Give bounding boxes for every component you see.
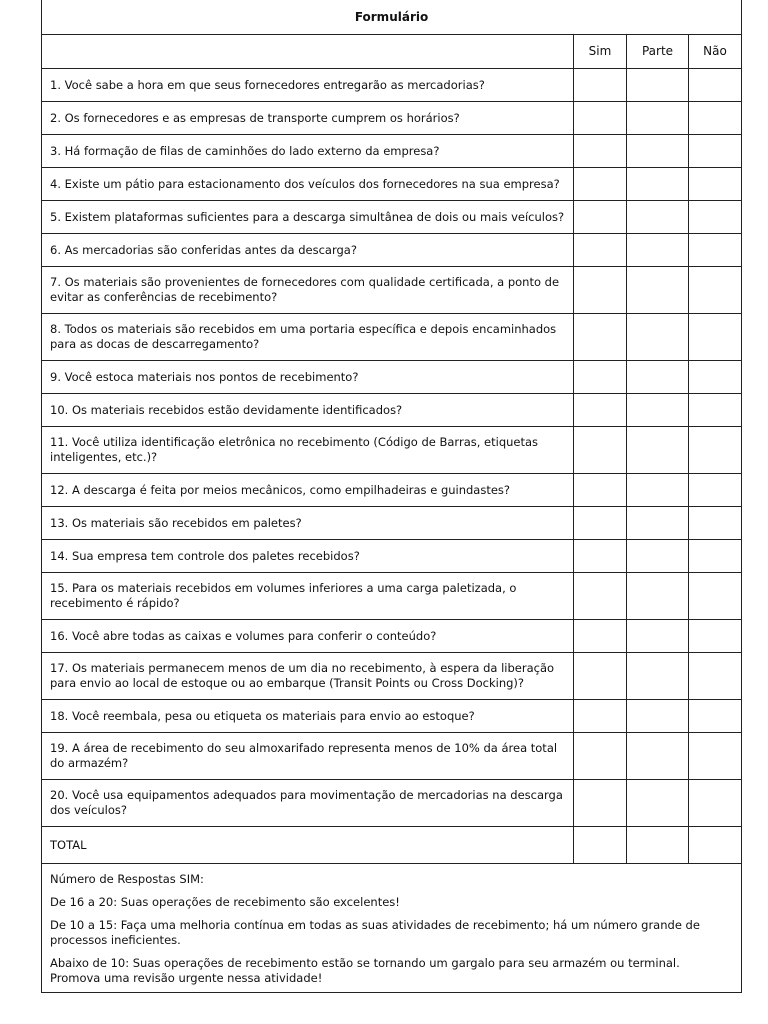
answer-nao-cell[interactable] [689, 69, 742, 102]
answer-parte-cell[interactable] [627, 573, 689, 620]
answer-nao-cell[interactable] [689, 394, 742, 427]
answer-sim-cell[interactable] [574, 267, 627, 314]
question-row [42, 474, 742, 507]
answer-nao-cell[interactable] [689, 700, 742, 733]
column-header-nao: Não [689, 35, 742, 69]
answer-nao-cell[interactable] [689, 474, 742, 507]
question-row [42, 394, 742, 427]
answer-nao-cell[interactable] [689, 540, 742, 573]
answer-nao-cell[interactable] [689, 653, 742, 700]
total-row [42, 827, 742, 864]
question-text: 3. Há formação de filas de caminhões do lado externo da empresa? [42, 135, 574, 168]
scoring-line-excellent: De 16 a 20: Suas operações de recebimento são excelentes! [50, 895, 400, 909]
scoring-heading: Número de Respostas SIM: [50, 872, 204, 886]
answer-sim-cell[interactable] [574, 540, 627, 573]
answer-sim-cell[interactable] [574, 168, 627, 201]
answer-nao-cell[interactable] [689, 168, 742, 201]
question-row [42, 507, 742, 540]
form-title: Formulário [42, 0, 742, 35]
question-row [42, 573, 742, 620]
question-row [42, 620, 742, 653]
answer-parte-cell[interactable] [627, 234, 689, 267]
column-header-parte: Parte [627, 35, 689, 69]
answer-parte-cell[interactable] [627, 394, 689, 427]
answer-sim-cell[interactable] [574, 427, 627, 474]
answer-parte-cell[interactable] [627, 700, 689, 733]
question-text: 8. Todos os materiais são recebidos em uma portaria específica e depois encaminhados para as docas de descarregamento? [42, 314, 574, 361]
answer-sim-cell[interactable] [574, 361, 627, 394]
question-text: 7. Os materiais são provenientes de fornecedores com qualidade certificada, a ponto de evitar as conferências de recebimento? [42, 267, 574, 314]
answer-nao-cell[interactable] [689, 620, 742, 653]
question-text: 15. Para os materiais recebidos em volumes inferiores a uma carga paletizada, o recebimento é rápido? [42, 573, 574, 620]
answer-sim-cell[interactable] [574, 394, 627, 427]
answer-parte-cell[interactable] [627, 653, 689, 700]
answer-nao-cell[interactable] [689, 573, 742, 620]
question-text: 9. Você estoca materiais nos pontos de recebimento? [42, 361, 574, 394]
answer-sim-cell[interactable] [574, 780, 627, 827]
answer-sim-cell[interactable] [574, 653, 627, 700]
question-text: 19. A área de recebimento do seu almoxarifado representa menos de 10% da área total do armazém? [42, 733, 574, 780]
answer-parte-cell[interactable] [627, 168, 689, 201]
question-row [42, 653, 742, 700]
question-row [42, 267, 742, 314]
answer-parte-cell[interactable] [627, 267, 689, 314]
question-row [42, 540, 742, 573]
question-text: 1. Você sabe a hora em que seus fornecedores entregarão as mercadorias? [42, 69, 574, 102]
answer-nao-cell[interactable] [689, 780, 742, 827]
answer-parte-cell[interactable] [627, 780, 689, 827]
question-row [42, 135, 742, 168]
question-row [42, 102, 742, 135]
answer-sim-cell[interactable] [574, 234, 627, 267]
scoring-guide [42, 864, 742, 993]
question-text: 13. Os materiais são recebidos em paletes? [42, 507, 574, 540]
column-header-sim: Sim [574, 35, 627, 69]
question-text: 20. Você usa equipamentos adequados para movimentação de mercadorias na descarga dos veículos? [42, 780, 574, 827]
scoring-line-bottleneck: Abaixo de 10: Suas operações de recebimento estão se tornando um gargalo para seu armazém ou terminal. Promova uma revisão urgente nessa atividade! [50, 956, 680, 985]
question-row [42, 234, 742, 267]
answer-nao-cell[interactable] [689, 733, 742, 780]
question-row [42, 201, 742, 234]
question-text: 11. Você utiliza identificação eletrônica no recebimento (Código de Barras, etiquetas inteligentes, etc.)? [42, 427, 574, 474]
total-sim-cell[interactable] [574, 827, 627, 864]
answer-nao-cell[interactable] [689, 102, 742, 135]
question-row [42, 361, 742, 394]
answer-sim-cell[interactable] [574, 69, 627, 102]
answer-sim-cell[interactable] [574, 507, 627, 540]
question-text: 5. Existem plataformas suficientes para a descarga simultânea de dois ou mais veículos? [42, 201, 574, 234]
answer-nao-cell[interactable] [689, 234, 742, 267]
scoring-line-improve: De 10 a 15: Faça uma melhoria contínua em todas as suas atividades de recebimento; há um número grande de processos ineficientes. [50, 918, 700, 947]
checklist-table [41, 0, 742, 993]
question-row [42, 427, 742, 474]
question-text: 18. Você reembala, pesa ou etiqueta os materiais para envio ao estoque? [42, 700, 574, 733]
answer-parte-cell[interactable] [627, 507, 689, 540]
question-text: 10. Os materiais recebidos estão devidamente identificados? [42, 394, 574, 427]
answer-sim-cell[interactable] [574, 201, 627, 234]
answer-sim-cell[interactable] [574, 135, 627, 168]
question-header-cell [42, 35, 574, 69]
question-text: 16. Você abre todas as caixas e volumes para conferir o conteúdo? [42, 620, 574, 653]
answer-parte-cell[interactable] [627, 620, 689, 653]
answer-sim-cell[interactable] [574, 620, 627, 653]
answer-sim-cell[interactable] [574, 733, 627, 780]
total-label: TOTAL [42, 827, 574, 864]
answer-nao-cell[interactable] [689, 314, 742, 361]
question-text: 12. A descarga é feita por meios mecânicos, como empilhadeiras e guindastes? [42, 474, 574, 507]
question-row [42, 700, 742, 733]
question-row [42, 780, 742, 827]
answer-nao-cell[interactable] [689, 201, 742, 234]
answer-sim-cell[interactable] [574, 700, 627, 733]
answer-parte-cell[interactable] [627, 540, 689, 573]
total-parte-cell[interactable] [627, 827, 689, 864]
answer-parte-cell[interactable] [627, 361, 689, 394]
scoring-guide-cell [42, 864, 742, 993]
answer-sim-cell[interactable] [574, 474, 627, 507]
answer-parte-cell[interactable] [627, 314, 689, 361]
answer-parte-cell[interactable] [627, 69, 689, 102]
answer-nao-cell[interactable] [689, 361, 742, 394]
answer-sim-cell[interactable] [574, 314, 627, 361]
answer-parte-cell[interactable] [627, 102, 689, 135]
question-text: 6. As mercadorias são conferidas antes da descarga? [42, 234, 574, 267]
question-text: 17. Os materiais permanecem menos de um dia no recebimento, à espera da liberação para envio ao local de estoque ou ao embarque (Transit Points ou Cross Docking)? [42, 653, 574, 700]
answer-nao-cell[interactable] [689, 507, 742, 540]
answer-sim-cell[interactable] [574, 102, 627, 135]
question-text: 4. Existe um pátio para estacionamento dos veículos dos fornecedores na sua empresa? [42, 168, 574, 201]
answer-parte-cell[interactable] [627, 474, 689, 507]
question-row [42, 168, 742, 201]
answer-nao-cell[interactable] [689, 427, 742, 474]
answer-parte-cell[interactable] [627, 201, 689, 234]
answer-parte-cell[interactable] [627, 427, 689, 474]
question-row [42, 69, 742, 102]
answer-sim-cell[interactable] [574, 573, 627, 620]
answer-nao-cell[interactable] [689, 267, 742, 314]
question-text: 2. Os fornecedores e as empresas de transporte cumprem os horários? [42, 102, 574, 135]
answer-parte-cell[interactable] [627, 135, 689, 168]
answer-parte-cell[interactable] [627, 733, 689, 780]
question-text: 14. Sua empresa tem controle dos paletes recebidos? [42, 540, 574, 573]
answer-nao-cell[interactable] [689, 135, 742, 168]
question-row [42, 314, 742, 361]
total-nao-cell[interactable] [689, 827, 742, 864]
question-row [42, 733, 742, 780]
